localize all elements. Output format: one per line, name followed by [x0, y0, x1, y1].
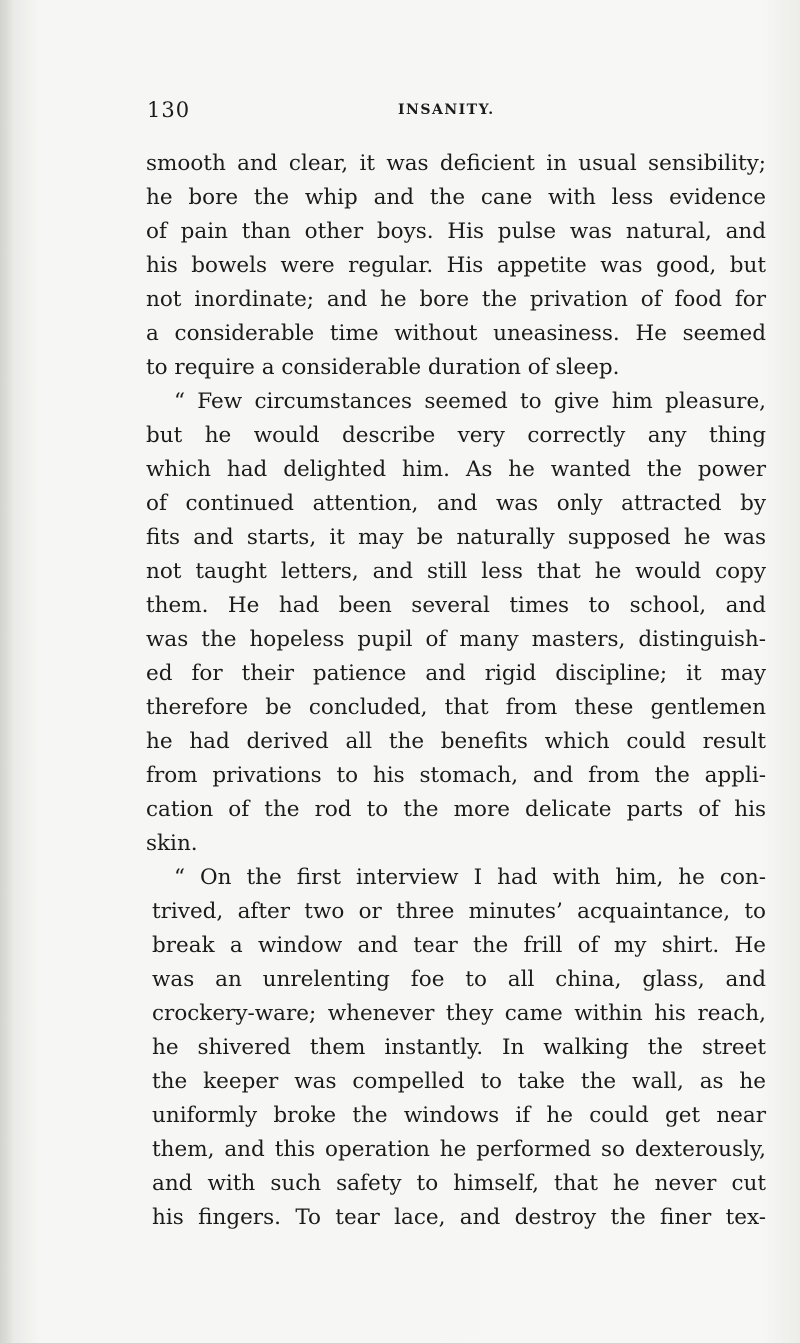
text-line: break a window and tear the frill of my shirt. He [152, 933, 766, 958]
text-line: he had derived all the benefits which could result [146, 729, 766, 754]
text-line: skin. [146, 831, 198, 856]
running-title: INSANITY. [398, 102, 495, 118]
text-line: them, and this operation he performed so dexterously, [152, 1137, 766, 1162]
text-line: from privations to his stomach, and from the appli- [146, 763, 766, 788]
text-line: a considerable time without uneasiness. He seemed [146, 321, 766, 346]
paragraph-start-line: “ Few circumstances seemed to give him pleasure, [174, 389, 766, 414]
text-line: he shivered them instantly. In walking the street [152, 1035, 766, 1060]
text-line: which had delighted him. As he wanted the power [146, 457, 766, 482]
text-line: and with such safety to himself, that he never cut [152, 1171, 766, 1196]
text-line: ed for their patience and rigid discipline; it may [146, 661, 766, 686]
text-line: not taught letters, and still less that he would copy [146, 559, 766, 584]
text-line: them. He had been several times to school, and [146, 593, 766, 618]
text-line: to require a considerable duration of sleep. [146, 355, 620, 380]
page-header [147, 98, 767, 128]
text-line: his bowels were regular. His appetite was good, but [146, 253, 766, 278]
text-line: his fingers. To tear lace, and destroy the finer tex- [152, 1205, 766, 1230]
text-line: he bore the whip and the cane with less evidence [146, 185, 766, 210]
text-line: cation of the rod to the more delicate parts of his [146, 797, 766, 822]
paragraph-start-line: “ On the first interview I had with him, he con- [174, 865, 766, 890]
body-text [146, 147, 766, 1235]
text-line: trived, after two or three minutes’ acquaintance, to [152, 899, 766, 924]
text-line: the keeper was compelled to take the wall, as he [152, 1069, 766, 1094]
text-line: fits and starts, it may be naturally supposed he was [146, 525, 766, 550]
text-line: but he would describe very correctly any thing [146, 423, 766, 448]
text-line: was an unrelenting foe to all china, glass, and [152, 967, 766, 992]
text-line: was the hopeless pupil of many masters, distinguish- [146, 627, 766, 652]
text-line: not inordinate; and he bore the privation of food for [146, 287, 766, 312]
text-line: uniformly broke the windows if he could get near [152, 1103, 766, 1128]
text-line: of continued attention, and was only attracted by [146, 491, 766, 516]
text-line: of pain than other boys. His pulse was natural, and [146, 219, 766, 244]
text-line: smooth and clear, it was deficient in usual sensibility; [146, 151, 766, 176]
page-spine-shadow [0, 0, 14, 1343]
text-line: therefore be concluded, that from these gentlemen [146, 695, 766, 720]
text-line: crockery-ware; whenever they came within his reach, [152, 1001, 766, 1026]
page-number: 130 [147, 98, 191, 122]
